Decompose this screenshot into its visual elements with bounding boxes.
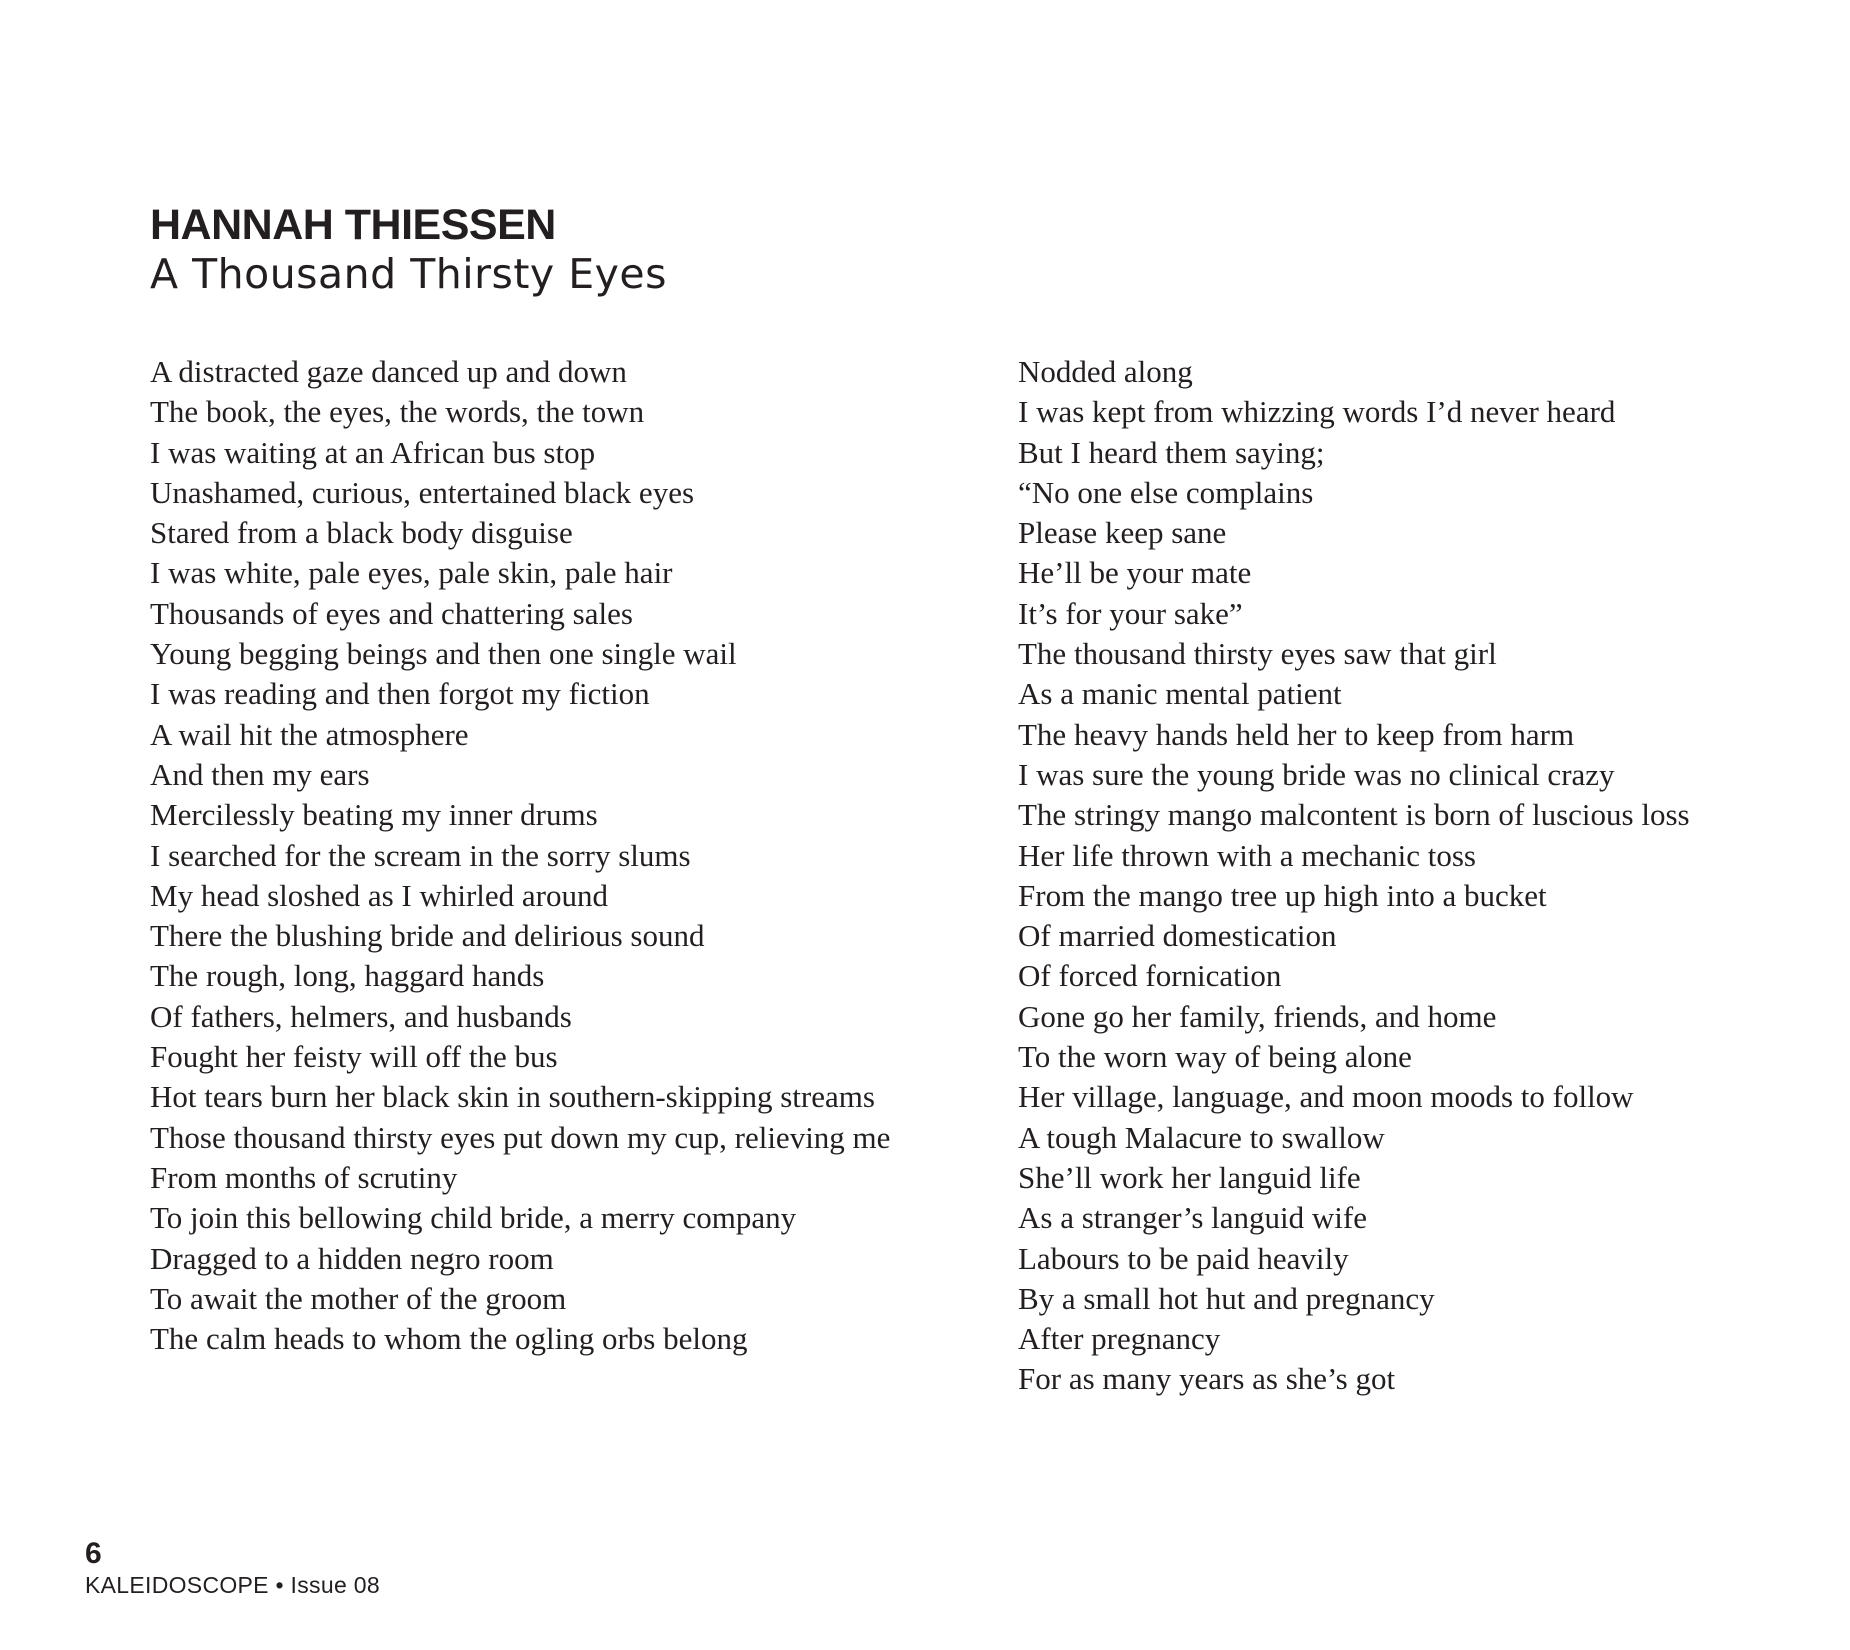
poem-line: From months of scrutiny [150,1159,458,1195]
poem-line: Gone go her family, friends, and home [1018,998,1497,1034]
poem-line: But I heard them saying; [1018,434,1325,470]
page-number: 6 [85,1537,102,1570]
poem-line: By a small hot hut and pregnancy [1018,1280,1435,1316]
poem-column-left [150,352,890,1359]
poem-line: I was kept from whizzing words I’d never heard [1018,394,1616,430]
poem-line: And then my ears [150,756,370,792]
poem-line: It’s for your sake” [1018,595,1243,631]
poem-line: He’ll be your mate [1018,555,1252,591]
poem-line: Labours to be paid heavily [1018,1240,1349,1276]
poem-line: “No one else complains [1018,474,1314,510]
poem-line: Stared from a black body disguise [150,515,573,551]
poem-line: Young begging beings and then one single wail [150,636,737,672]
poem-line: Of fathers, helmers, and husbands [150,998,572,1034]
poem-line: Her village, language, and moon moods to follow [1018,1079,1634,1115]
page-footer [85,1537,380,1599]
poem-line: From the mango tree up high into a bucket [1018,877,1547,913]
poem-line: The calm heads to whom the ogling orbs belong [150,1321,748,1357]
poem-line: Nodded along [1018,354,1193,389]
publication-info: KALEIDOSCOPE • Issue 08 [85,1572,380,1598]
author-name: HANNAH THIESSEN [150,201,556,249]
poem-line: The heavy hands held her to keep from harm [1018,716,1575,752]
poem-line: Thousands of eyes and chattering sales [150,595,633,631]
poem-line: The rough, long, haggard hands [150,958,545,994]
poem-line: Dragged to a hidden negro room [150,1240,554,1276]
poem-column-right [1018,352,1690,1400]
poem-line: I was white, pale eyes, pale skin, pale hair [150,555,673,591]
poem-line: I was sure the young bride was no clinical crazy [1018,756,1615,792]
poem-line: Unashamed, curious, entertained black eyes [150,474,695,510]
poem-title: A Thousand Thirsty Eyes [150,250,667,298]
poem-line: Of forced fornication [1018,958,1282,994]
poem-line: A distracted gaze danced up and down [150,354,627,389]
poem-line: I searched for the scream in the sorry slums [150,837,691,873]
poem-line: My head sloshed as I whirled around [150,877,609,913]
poem-line: Of married domestication [1018,918,1337,954]
poem-line: To join this bellowing child bride, a merry company [150,1200,797,1236]
poem-line: Fought her feisty will off the bus [150,1039,558,1075]
poem-line: For as many years as she’s got [1018,1361,1396,1397]
poem-header [150,200,667,298]
poem-line: A tough Malacure to swallow [1018,1119,1385,1155]
poem-line: The book, the eyes, the words, the town [150,394,645,430]
poem-line: Hot tears burn her black skin in southern-skipping streams [150,1079,875,1115]
poem-line: To await the mother of the groom [150,1280,567,1316]
poem-line: Those thousand thirsty eyes put down my cup, relieving me [150,1119,891,1155]
poem-line: There the blushing bride and delirious sound [150,918,705,954]
poem-line: As a manic mental patient [1018,676,1342,712]
poem-line: To the worn way of being alone [1018,1039,1412,1075]
poem-line: I was reading and then forgot my fiction [150,676,650,712]
poem-line: A wail hit the atmosphere [150,716,469,752]
poem-line: She’ll work her languid life [1018,1159,1361,1195]
poem-line: I was waiting at an African bus stop [150,434,596,470]
poem-line: Please keep sane [1018,515,1227,551]
poem-line: After pregnancy [1018,1321,1221,1357]
poem-line: The stringy mango malcontent is born of luscious loss [1018,797,1690,833]
poem-line: As a stranger’s languid wife [1018,1200,1367,1236]
poem-line: The thousand thirsty eyes saw that girl [1018,636,1497,672]
poem-line: Mercilessly beating my inner drums [150,797,598,833]
poem-line: Her life thrown with a mechanic toss [1018,837,1476,873]
